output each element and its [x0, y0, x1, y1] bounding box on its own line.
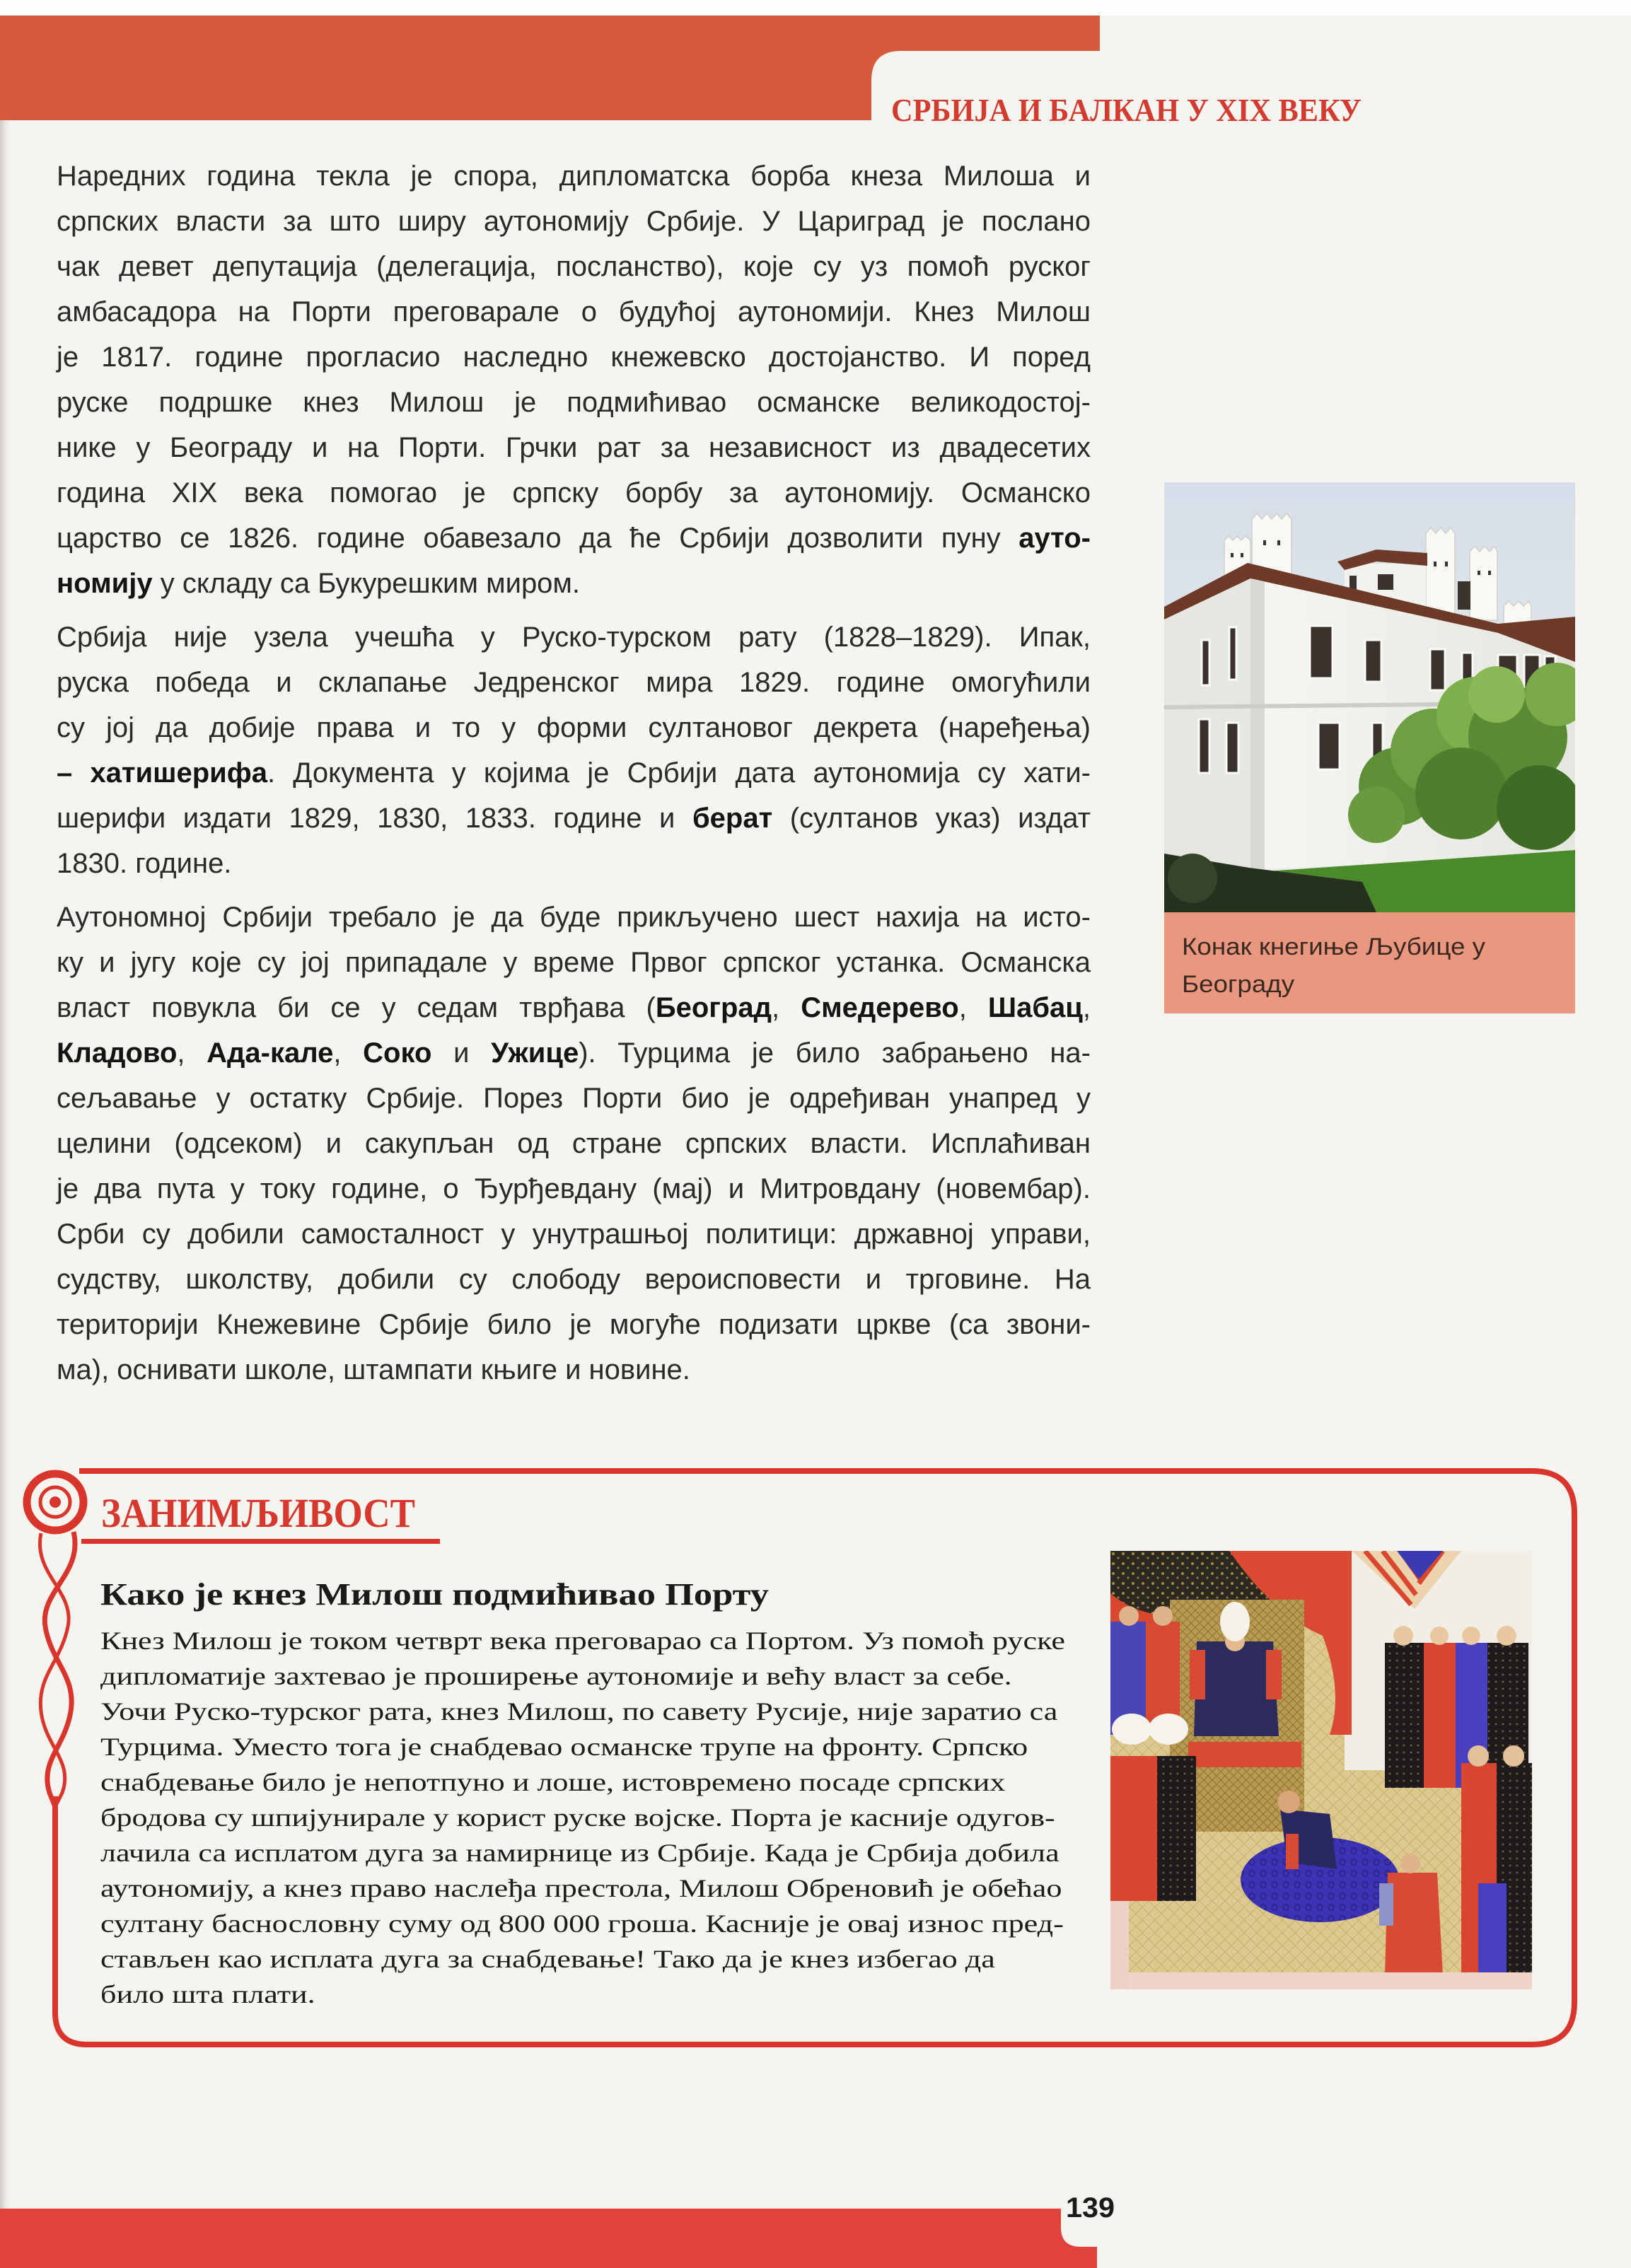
text-segment: (султанов указ) издат: [772, 803, 1091, 834]
text-segment: . Документа у којима је Србији дата аутономија су хати-: [267, 757, 1091, 789]
text-line: [57, 470, 1091, 516]
illustration-shape: [1286, 1834, 1299, 1869]
illustration-shape: [1277, 1791, 1300, 1813]
illustration-shape: [1110, 1756, 1160, 1901]
illustration-shape: [1241, 553, 1243, 557]
line-content: руске подршке кнез Милош је подмићивао османске великодостој-: [57, 387, 1091, 418]
text-segment: ,: [1082, 992, 1091, 1023]
line-content: било шта плати.: [100, 1980, 315, 2008]
line-content: [57, 985, 1091, 1030]
line-content: Срби су добили самосталност у унутрашњој политици: државној управи,: [57, 1219, 1091, 1250]
bold-term: Кладово: [57, 1037, 178, 1069]
bottom-right-courtiers: [1461, 1745, 1532, 1975]
illustration-shape: [1199, 719, 1209, 773]
illustration-shape: [1415, 748, 1507, 839]
bottom-band: [0, 2209, 1097, 2268]
text-line: [57, 1166, 1091, 1211]
photo-caption: [1164, 912, 1575, 1013]
illustration-shape: [1504, 601, 1531, 624]
text-line: [57, 1257, 1091, 1302]
line-content: лачила са исплатом дуга за намирнице из Србије. Када је Србија добила: [100, 1839, 1060, 1867]
bold-term: ауто-: [1018, 523, 1091, 554]
bush: [1168, 854, 1217, 903]
line-content: српских власти за што ширу аутономију Србије. У Цариград је послано: [57, 206, 1091, 237]
text-segment: царство се 1826. године обавезало да ће Србији дозволити пуну: [57, 523, 1019, 554]
illustration-shape: [1468, 666, 1525, 723]
line-content: 1830. године.: [57, 848, 232, 879]
illustration-shape: [1229, 627, 1236, 680]
main-text: [57, 153, 1091, 1392]
text-line: [57, 153, 1091, 199]
text-line: [57, 1302, 1091, 1347]
bold-term: берат: [692, 803, 773, 834]
ottoman-miniature-painting: [1110, 1551, 1532, 1989]
illustration-shape: [1470, 546, 1497, 620]
illustration-shape: [1149, 1714, 1188, 1745]
illustration-shape: [1277, 540, 1280, 545]
illustration-shape: [1468, 1745, 1489, 1767]
box-subheading: Како је кнез Милош подмићивао Порту: [100, 1577, 769, 1612]
text-line: [57, 705, 1091, 750]
illustration-shape: [1434, 562, 1436, 566]
window: [1458, 581, 1470, 610]
spiral-scroll-icon: [27, 1474, 83, 1807]
sultan-sleeve: [1190, 1650, 1205, 1699]
text-line: [57, 380, 1091, 425]
bold-term: Ада-кале: [207, 1037, 334, 1069]
illustration-shape: [1426, 528, 1455, 617]
illustration-shape: [1478, 571, 1480, 575]
text-line: [57, 561, 1091, 606]
line-content: [57, 516, 1091, 561]
text-line: [57, 796, 1091, 841]
top-margin: [0, 0, 1631, 16]
illustration-shape: [1119, 1606, 1139, 1626]
bold-term: номију: [57, 568, 153, 599]
text-line: [57, 199, 1091, 244]
text-line: [57, 750, 1091, 796]
line-content: су јој да добије права и то у форми султановог декрета (наређења): [57, 712, 1091, 743]
illustration-shape: [1202, 640, 1209, 685]
caption-line: Конак кнегиње Љубице у: [1182, 934, 1485, 960]
line-content: Србија није узела учешћа у Руско-турском рату (1828–1829). Ипак,: [57, 622, 1091, 653]
paragraph: [57, 615, 1091, 886]
window: [1350, 576, 1357, 590]
text-line: [57, 1030, 1091, 1076]
text-segment: шерифи издати 1829, 1830, 1833. године и: [57, 803, 692, 834]
bold-term: Београд: [655, 992, 772, 1023]
illustration-shape: [1445, 562, 1448, 566]
text-segment: и: [431, 1037, 492, 1069]
illustration-shape: [1310, 626, 1333, 678]
bold-term: Шабац: [987, 992, 1083, 1023]
illustration-shape: [1226, 723, 1238, 773]
bold-term: – хатишерифа: [57, 757, 267, 789]
text-line: [57, 289, 1091, 335]
page-number: 139: [1066, 2192, 1115, 2223]
text-line: [57, 1347, 1091, 1392]
painting-border: [1110, 1901, 1129, 1989]
line-content: је два пута у току године, о Ђурђевдану (мај) и Митровдану (новембар).: [57, 1173, 1091, 1204]
illustration-shape: [1488, 571, 1491, 575]
text-line: [57, 841, 1091, 886]
line-content: целини (одсеком) и сакупљан од стране српских власти. Исплаћиван: [57, 1128, 1091, 1159]
page-edge-shadow: [0, 16, 13, 2268]
illustration-shape: [1393, 1626, 1413, 1646]
illustration-shape: [1424, 1643, 1456, 1788]
line-content: Наредних година текла је спора, дипломатска борба кнеза Милоша и: [57, 161, 1091, 192]
line-content: амбасадора на Порти преговарале о будућој аутономији. Кнез Милош: [57, 296, 1091, 327]
illustration-shape: [1462, 1627, 1480, 1645]
text-line: [57, 1211, 1091, 1257]
line-content: [57, 750, 1091, 796]
line-content: чак девет депутација (делегација, посланство), које су уз помоћ руског: [57, 251, 1091, 282]
illustration-shape: [1385, 1643, 1424, 1788]
line-content: [57, 796, 1091, 841]
text-line: [57, 1121, 1091, 1166]
illustration-shape: [1497, 1626, 1516, 1646]
text-segment: ,: [772, 992, 801, 1023]
window: [1378, 574, 1393, 590]
illustration-shape: [1112, 1714, 1151, 1745]
line-content: сељавање у остатку Србије. Порез Порти био је одређиван унапред у: [57, 1083, 1091, 1114]
text-line: [57, 940, 1091, 985]
text-line: [57, 660, 1091, 705]
text-line: [57, 615, 1091, 660]
throne-cushion: [1188, 1742, 1301, 1767]
illustration-shape: [1318, 723, 1340, 769]
illustration-shape: [1379, 1883, 1393, 1926]
line-content: је 1817. године прогласио наследно кнежевско достојанство. И поред: [57, 342, 1091, 373]
sultan-sleeve: [1266, 1650, 1282, 1699]
text-line: [57, 516, 1091, 561]
illustration-shape: [1365, 640, 1381, 682]
illustration-shape: [1478, 1883, 1507, 1975]
text-segment: ). Турцима је било забрањено на-: [579, 1037, 1091, 1069]
sultan-turban: [1220, 1602, 1250, 1641]
text-segment: у складу са Букурешким миром.: [152, 568, 581, 599]
line-content: [57, 561, 580, 606]
line-content: [57, 1030, 1091, 1076]
illustration-shape: [1263, 540, 1266, 545]
text-segment: ,: [177, 1037, 207, 1069]
bold-term: Ужице: [491, 1037, 579, 1069]
box-heading: ЗАНИМЉИВОСТ: [101, 1490, 415, 1536]
line-content: година XIX века помогао је српску борбу за аутономију. Османско: [57, 477, 1091, 508]
line-content: султану баснословну суму од 800 000 гроша. Касније је овај износ пред-: [100, 1909, 1064, 1938]
paragraph: [57, 153, 1091, 606]
line-content: нике у Београду и на Порти. Грчки рат за независност из двадесетих: [57, 432, 1091, 463]
line-content: дипломатије захтевао је проширење аутономије и већу власт за себе.: [100, 1662, 1012, 1690]
paragraph: [57, 895, 1091, 1392]
text-line: [57, 895, 1091, 940]
text-line: [57, 985, 1091, 1030]
line-content: бродова су шпијунирале у корист руске војске. Порта је касније одугов-: [100, 1803, 1055, 1832]
text-segment: власт повукла би се у седам тврђава (: [57, 992, 656, 1023]
line-content: Кнез Милош је током четврт века преговарао са Портом. Уз помоћ руске: [100, 1627, 1065, 1655]
line-content: стављен као исплата дуга за снабдевање! Тако да је кнез избегао да: [100, 1945, 995, 1973]
line-content: Уочи Руско-турског рата, кнез Милош, по савету Русије, није заратио са: [100, 1697, 1058, 1726]
spiral-center: [50, 1496, 61, 1508]
illustration-shape: [1503, 1745, 1524, 1767]
illustration-shape: [1231, 553, 1234, 557]
heading-underline: [81, 1539, 440, 1544]
text-segment: ,: [333, 1037, 364, 1069]
painting-border: [1110, 1972, 1532, 1989]
text-segment: ,: [958, 992, 988, 1023]
line-content: руска победа и склапање Једренског мира 1829. године омогућили: [57, 667, 1091, 698]
illustration-shape: [1430, 1627, 1449, 1645]
illustration-shape: [1348, 786, 1405, 843]
illustration-shape: [1400, 1854, 1420, 1873]
illustration-shape: [1385, 1873, 1443, 1975]
corner-pilaster: [1250, 578, 1265, 870]
house-photo: [1164, 482, 1575, 912]
line-content: територији Кнежевине Србије било је могуће подизати цркве (са звони-: [57, 1309, 1091, 1340]
line-content: аутономију, а кнез право наслеђа престола, Милош Обреновић је обећао: [100, 1874, 1062, 1902]
caption-line: Београду: [1182, 971, 1295, 998]
line-content: ку и југу које су јој припадале у време Првог српског устанка. Османска: [57, 947, 1091, 978]
text-line: [57, 244, 1091, 289]
text-line: [57, 425, 1091, 470]
line-content: судству, школству, добили су слободу вероисповести и трговине. На: [57, 1264, 1091, 1295]
bold-term: Смедерево: [801, 992, 959, 1023]
text-line: [57, 335, 1091, 380]
illustration-shape: [1430, 649, 1445, 690]
illustration-shape: [1157, 1756, 1196, 1901]
illustration-shape: [1153, 1606, 1173, 1626]
line-content: ма), оснивати школе, штампати књиге и новине.: [57, 1354, 690, 1385]
chapter-title: СРБИЈА И БАЛКАН У XIX ВЕКУ: [891, 92, 1362, 128]
line-content: снабдевање било је непотпуно и лоше, истовремено посаде српских: [100, 1768, 1006, 1796]
text-line: [57, 1076, 1091, 1121]
line-content: Турцима. Уместо тога је снабдевао османске трупе на фронту. Српско: [100, 1733, 1028, 1761]
line-content: Аутономној Србији требало је да буде прикључено шест нахија на исто-: [57, 902, 1091, 933]
bold-term: Соко: [363, 1037, 432, 1069]
